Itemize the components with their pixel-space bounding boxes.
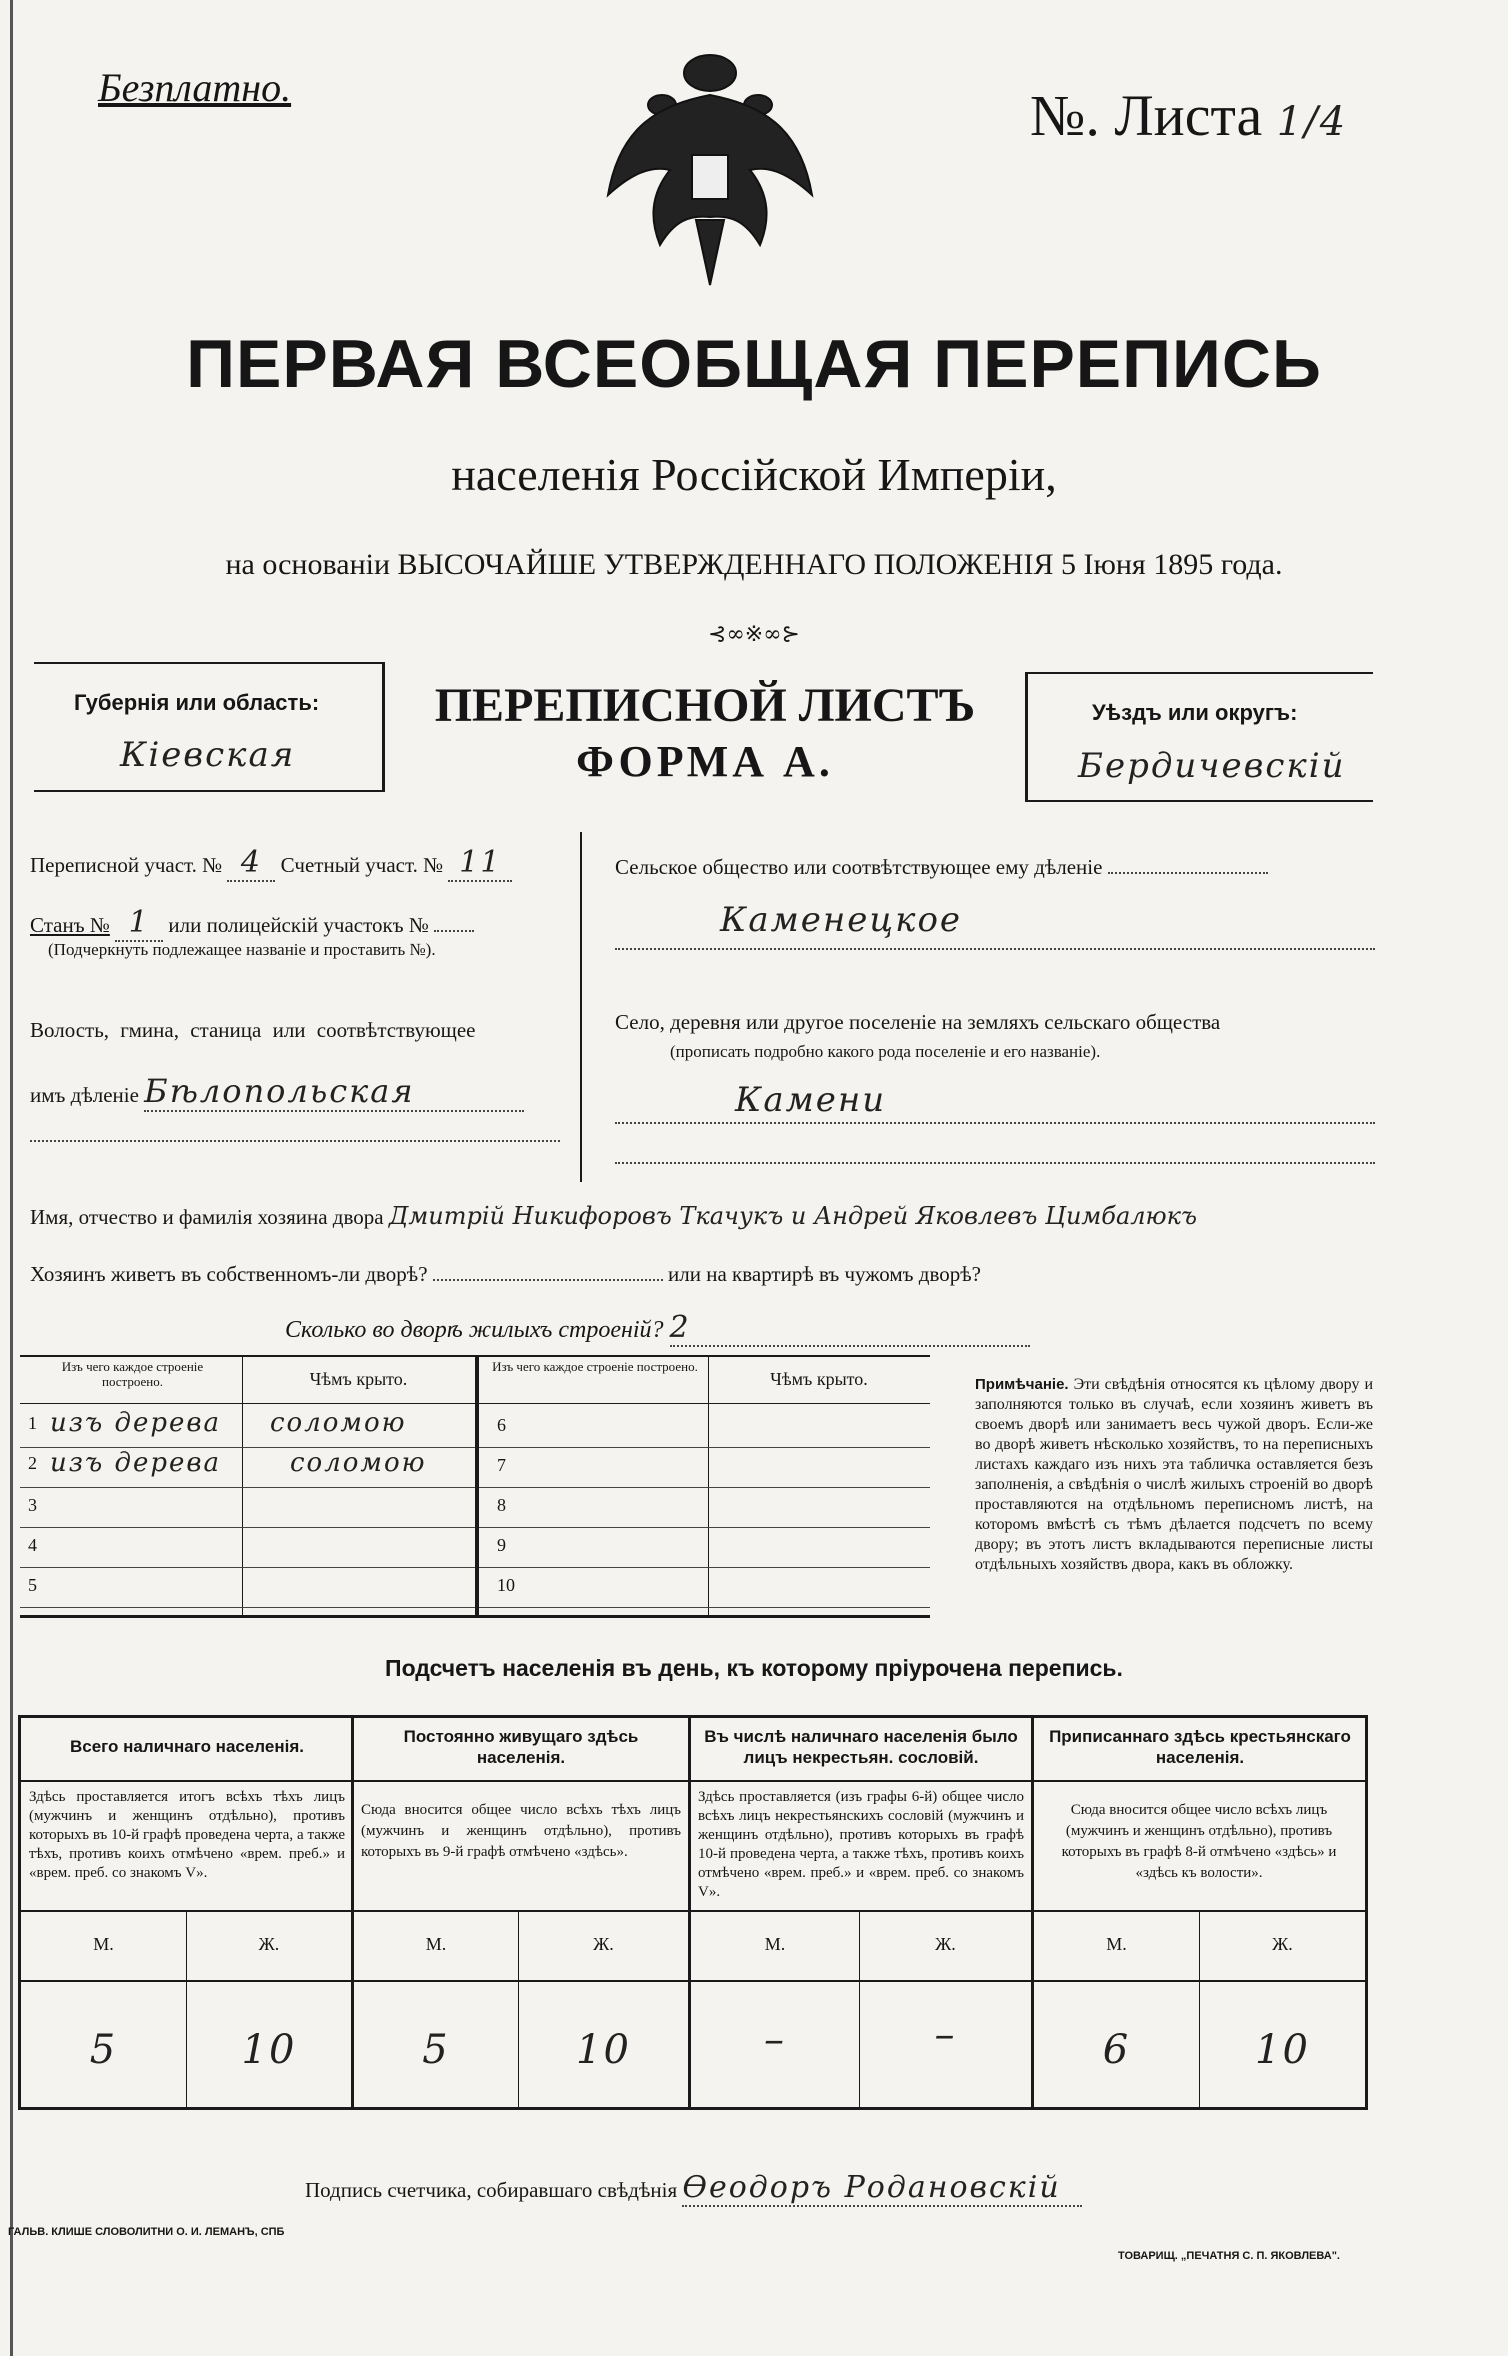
- owner-name-label: Имя, отчество и фамилія хозяина двора: [30, 1205, 384, 1229]
- pop-permanent-female: 10: [576, 2027, 631, 2073]
- sheet-number-label: №. Листа: [1030, 83, 1263, 148]
- row-number: 3: [28, 1495, 37, 1515]
- pop-nonpeasant-male: –: [764, 2017, 786, 2063]
- sheet-number: [1030, 82, 1347, 149]
- table-row: [20, 1447, 475, 1488]
- pop-col-header-nonpeasant: Въ числѣ наличнаго населенія было лицъ некрестьян. сословій.: [704, 1727, 1018, 1767]
- village-value: Камени: [735, 1080, 887, 1120]
- form-title: ПЕРЕПИСНОЙ ЛИСТЪ: [434, 679, 976, 732]
- male-label: М.: [425, 1934, 447, 1954]
- census-area-field: [30, 845, 512, 882]
- buildings-count-value: 2: [670, 1310, 1030, 1347]
- sheet-number-value: 1/4: [1276, 99, 1348, 145]
- pop-col-header-permanent: Постоянно живущаго здѣсь населенія.: [403, 1727, 639, 1767]
- buildings-table: [20, 1355, 930, 1617]
- table-row: [20, 1487, 475, 1528]
- pop-peasant-female: 10: [1255, 2027, 1310, 2073]
- row-number: 8: [497, 1495, 506, 1515]
- free-label: Безплатно.: [98, 65, 292, 110]
- buildings-header-roof-right: Чѣмъ крыто.: [770, 1369, 868, 1389]
- table-row: [20, 1567, 475, 1608]
- buildings-note-title: Примѣчаніе.: [975, 1376, 1069, 1393]
- table-row: [479, 1447, 930, 1488]
- pop-nonpeasant-female: –: [934, 2012, 957, 2058]
- owner-name-field: [30, 1202, 1197, 1230]
- pop-total-female: 10: [241, 2027, 297, 2073]
- female-label: Ж.: [1272, 1934, 1293, 1954]
- pop-col-desc-permanent: Сюда вносится общее число всѣхъ тѣхъ лицъ (мужчинъ и женщинъ отдѣльно), противъ которыхъ въ 9-й графѣ отмѣчено «здѣсь».: [361, 1802, 681, 1860]
- census-area-label: Переписной участ. №: [30, 853, 223, 877]
- pop-permanent-male: 5: [422, 2027, 450, 2073]
- table-row: [479, 1567, 930, 1608]
- pop-col-desc-nonpeasant: Здѣсь проставляется (изъ графы 6-й) общее число всѣхъ лицъ некрестьянскихъ сословій (мужчинъ и женщинъ отдѣльно), противъ которыхъ въ графѣ 10-й проведена черта, а также тѣхъ, противъ коихъ отмѣчено «врем. преб.» и «врем. преб. со знакомъ V».: [698, 1789, 1024, 1900]
- count-area-value: 11: [448, 845, 512, 882]
- village-note: (прописать подробно какого рода поселеніе и его названіе).: [670, 1042, 1101, 1061]
- main-title: ПЕРВАЯ ВСЕОБЩАЯ ПЕРЕПИСЬ: [186, 326, 1322, 402]
- buildings-note-text: Эти свѣдѣнія относятся къ цѣлому двору и заполняются только въ случаѣ, если хозяинъ живетъ въ своемъ дворѣ или занимаетъ весь чужой дворъ. Если-же во дворѣ живетъ нѣсколько хозяйствъ, то на переписныхъ листахъ каждаго изъ нихъ эта табличка оставляется безъ заполненія, а свѣдѣнія о числѣ жилыхъ строеній во дворѣ проставляются на отдѣльномъ переписномъ листѣ, на которомъ вмѣстѣ съ тѣмъ дѣлается подсчетъ по всему двору; въ этотъ листъ вкладываются переписные листы отдѣльныхъ хозяйствъ двора, какъ въ обложку.: [975, 1376, 1374, 1573]
- uezd-label: Уѣздъ или округъ:: [1092, 700, 1298, 725]
- buildings-count-label: Сколько во дворѣ жилыхъ строеній?: [285, 1317, 664, 1343]
- pop-peasant-male: 6: [1102, 2027, 1131, 2073]
- form-subtitle: ФОРМА А.: [576, 737, 834, 786]
- table-row: [479, 1407, 930, 1448]
- signature-value: Өеодоръ Родановскій: [682, 2170, 1082, 2207]
- signature-field: [305, 2170, 1082, 2207]
- row-number: 2: [28, 1453, 37, 1473]
- owner-name-value: Дмитрій Никифоровъ Ткачукъ и Андрей Яковлевъ Цимбалюкъ: [388, 1202, 1197, 1230]
- female-label: Ж.: [593, 1934, 614, 1954]
- volost-label-2: имъ дѣленіе: [30, 1083, 139, 1107]
- pop-col-desc-peasant: Сюда вносится общее число всѣхъ лицъ (мужчинъ и женщинъ отдѣльно), противъ которыхъ въ графѣ 8-й отмѣчено «здѣсь» и «здѣсь къ волости».: [1061, 1802, 1337, 1881]
- row-roof: соломою: [290, 1448, 427, 1478]
- row-material: изъ дерева: [50, 1448, 222, 1478]
- police-label: или полицейскій участокъ №: [168, 913, 429, 937]
- table-row: [20, 1407, 475, 1448]
- male-label: М.: [1106, 1934, 1127, 1954]
- male-label: М.: [93, 1934, 114, 1954]
- gubernia-label: Губернія или область:: [74, 690, 320, 715]
- double-headed-eagle-icon: [600, 45, 820, 295]
- volost-value: Бѣлопольская: [144, 1072, 524, 1112]
- pop-total-male: 5: [89, 2027, 118, 2073]
- pop-col-desc-total: Здѣсь проставляется итогъ всѣхъ тѣхъ лицъ (мужчинъ и женщинъ отдѣльно), противъ которыхъ въ 10-й графѣ проведена черта, а также тѣхъ, противъ коихъ отмѣчено «врем. преб.» и «врем. преб. со знакомъ V».: [29, 1789, 345, 1881]
- signature-label: Подпись счетчика, собиравшаго свѣдѣнія: [305, 2178, 678, 2202]
- row-number: 5: [28, 1575, 37, 1595]
- society-label: Сельское общество или соотвѣтствующее ему дѣленіе: [615, 855, 1103, 879]
- owner-lives-label: Хозяинъ живетъ въ собственномъ-ли дворѣ?: [30, 1262, 428, 1286]
- stan-note: (Подчеркнуть подлежащее названіе и проставить №).: [48, 940, 436, 959]
- female-label: Ж.: [258, 1934, 280, 1954]
- census-area-value: 4: [227, 845, 275, 882]
- stan-value: 1: [115, 905, 163, 942]
- row-number: 1: [28, 1413, 37, 1433]
- subtitle: населенія Россійской Имперіи,: [451, 449, 1057, 500]
- row-number: 6: [497, 1415, 506, 1435]
- row-material: изъ дерева: [50, 1408, 222, 1438]
- row-number: 10: [497, 1575, 515, 1595]
- decree-basis: на основаніи ВЫСОЧАЙШЕ УТВЕРЖДЕННАГО ПОЛОЖЕНІЯ 5 Іюня 1895 года.: [225, 548, 1283, 581]
- table-row: [479, 1487, 930, 1528]
- owner-rent-label: или на квартирѣ въ чужомъ дворѣ?: [668, 1262, 981, 1286]
- row-number: 4: [28, 1535, 37, 1555]
- male-label: М.: [764, 1934, 786, 1954]
- row-number: 9: [497, 1535, 506, 1555]
- buildings-header-material-right: Изъ чего каждое строеніе построено.: [492, 1359, 698, 1374]
- population-title: Подсчетъ населенія въ день, къ которому пріурочена перепись.: [385, 1655, 1123, 1681]
- owner-lives-field: [30, 1262, 981, 1287]
- buildings-count-field: [285, 1310, 1030, 1347]
- stan-field: [30, 905, 474, 942]
- pop-col-header-total: Всего наличнаго населенія.: [70, 1737, 304, 1756]
- footer-right: ТОВАРИЩ. „ПЕЧАТНЯ С. П. ЯКОВЛЕВА".: [1118, 2250, 1340, 2262]
- volost-label: Волость, гмина, станица или соотвѣтствующее: [30, 1018, 476, 1042]
- table-row: [20, 1527, 475, 1568]
- count-area-label: Счетный участ. №: [280, 853, 444, 877]
- female-label: Ж.: [935, 1934, 956, 1954]
- gubernia-value: Кіевская: [120, 735, 296, 775]
- volost-field: [30, 1072, 524, 1112]
- uezd-value: Бердичевскій: [1078, 746, 1346, 786]
- footer-left: ГАЛЬВ. КЛИШЕ СЛОВОЛИТНИ О. И. ЛЕМАНЪ, СПБ: [8, 2226, 285, 2238]
- table-row: [479, 1527, 930, 1568]
- row-roof: соломою: [270, 1408, 407, 1438]
- society-value: Каменецкое: [720, 900, 963, 940]
- stan-label: Станъ №: [30, 913, 110, 937]
- buildings-header-material-left: Изъ чего каждое строеніе построено.: [61, 1359, 204, 1389]
- society-field: [615, 855, 1268, 880]
- buildings-header-roof-left: Чѣмъ крыто.: [309, 1369, 408, 1389]
- village-label: Село, деревня или другое поселеніе на земляхъ сельскаго общества: [615, 1010, 1221, 1034]
- row-number: 7: [497, 1455, 506, 1475]
- pop-col-header-peasant: Приписаннаго здѣсь крестьянскаго населенія.: [1049, 1727, 1351, 1767]
- population-table: [18, 1715, 1368, 2110]
- buildings-note: [975, 1375, 1373, 1575]
- ornament: ⊰∞※∞⊱: [708, 622, 800, 647]
